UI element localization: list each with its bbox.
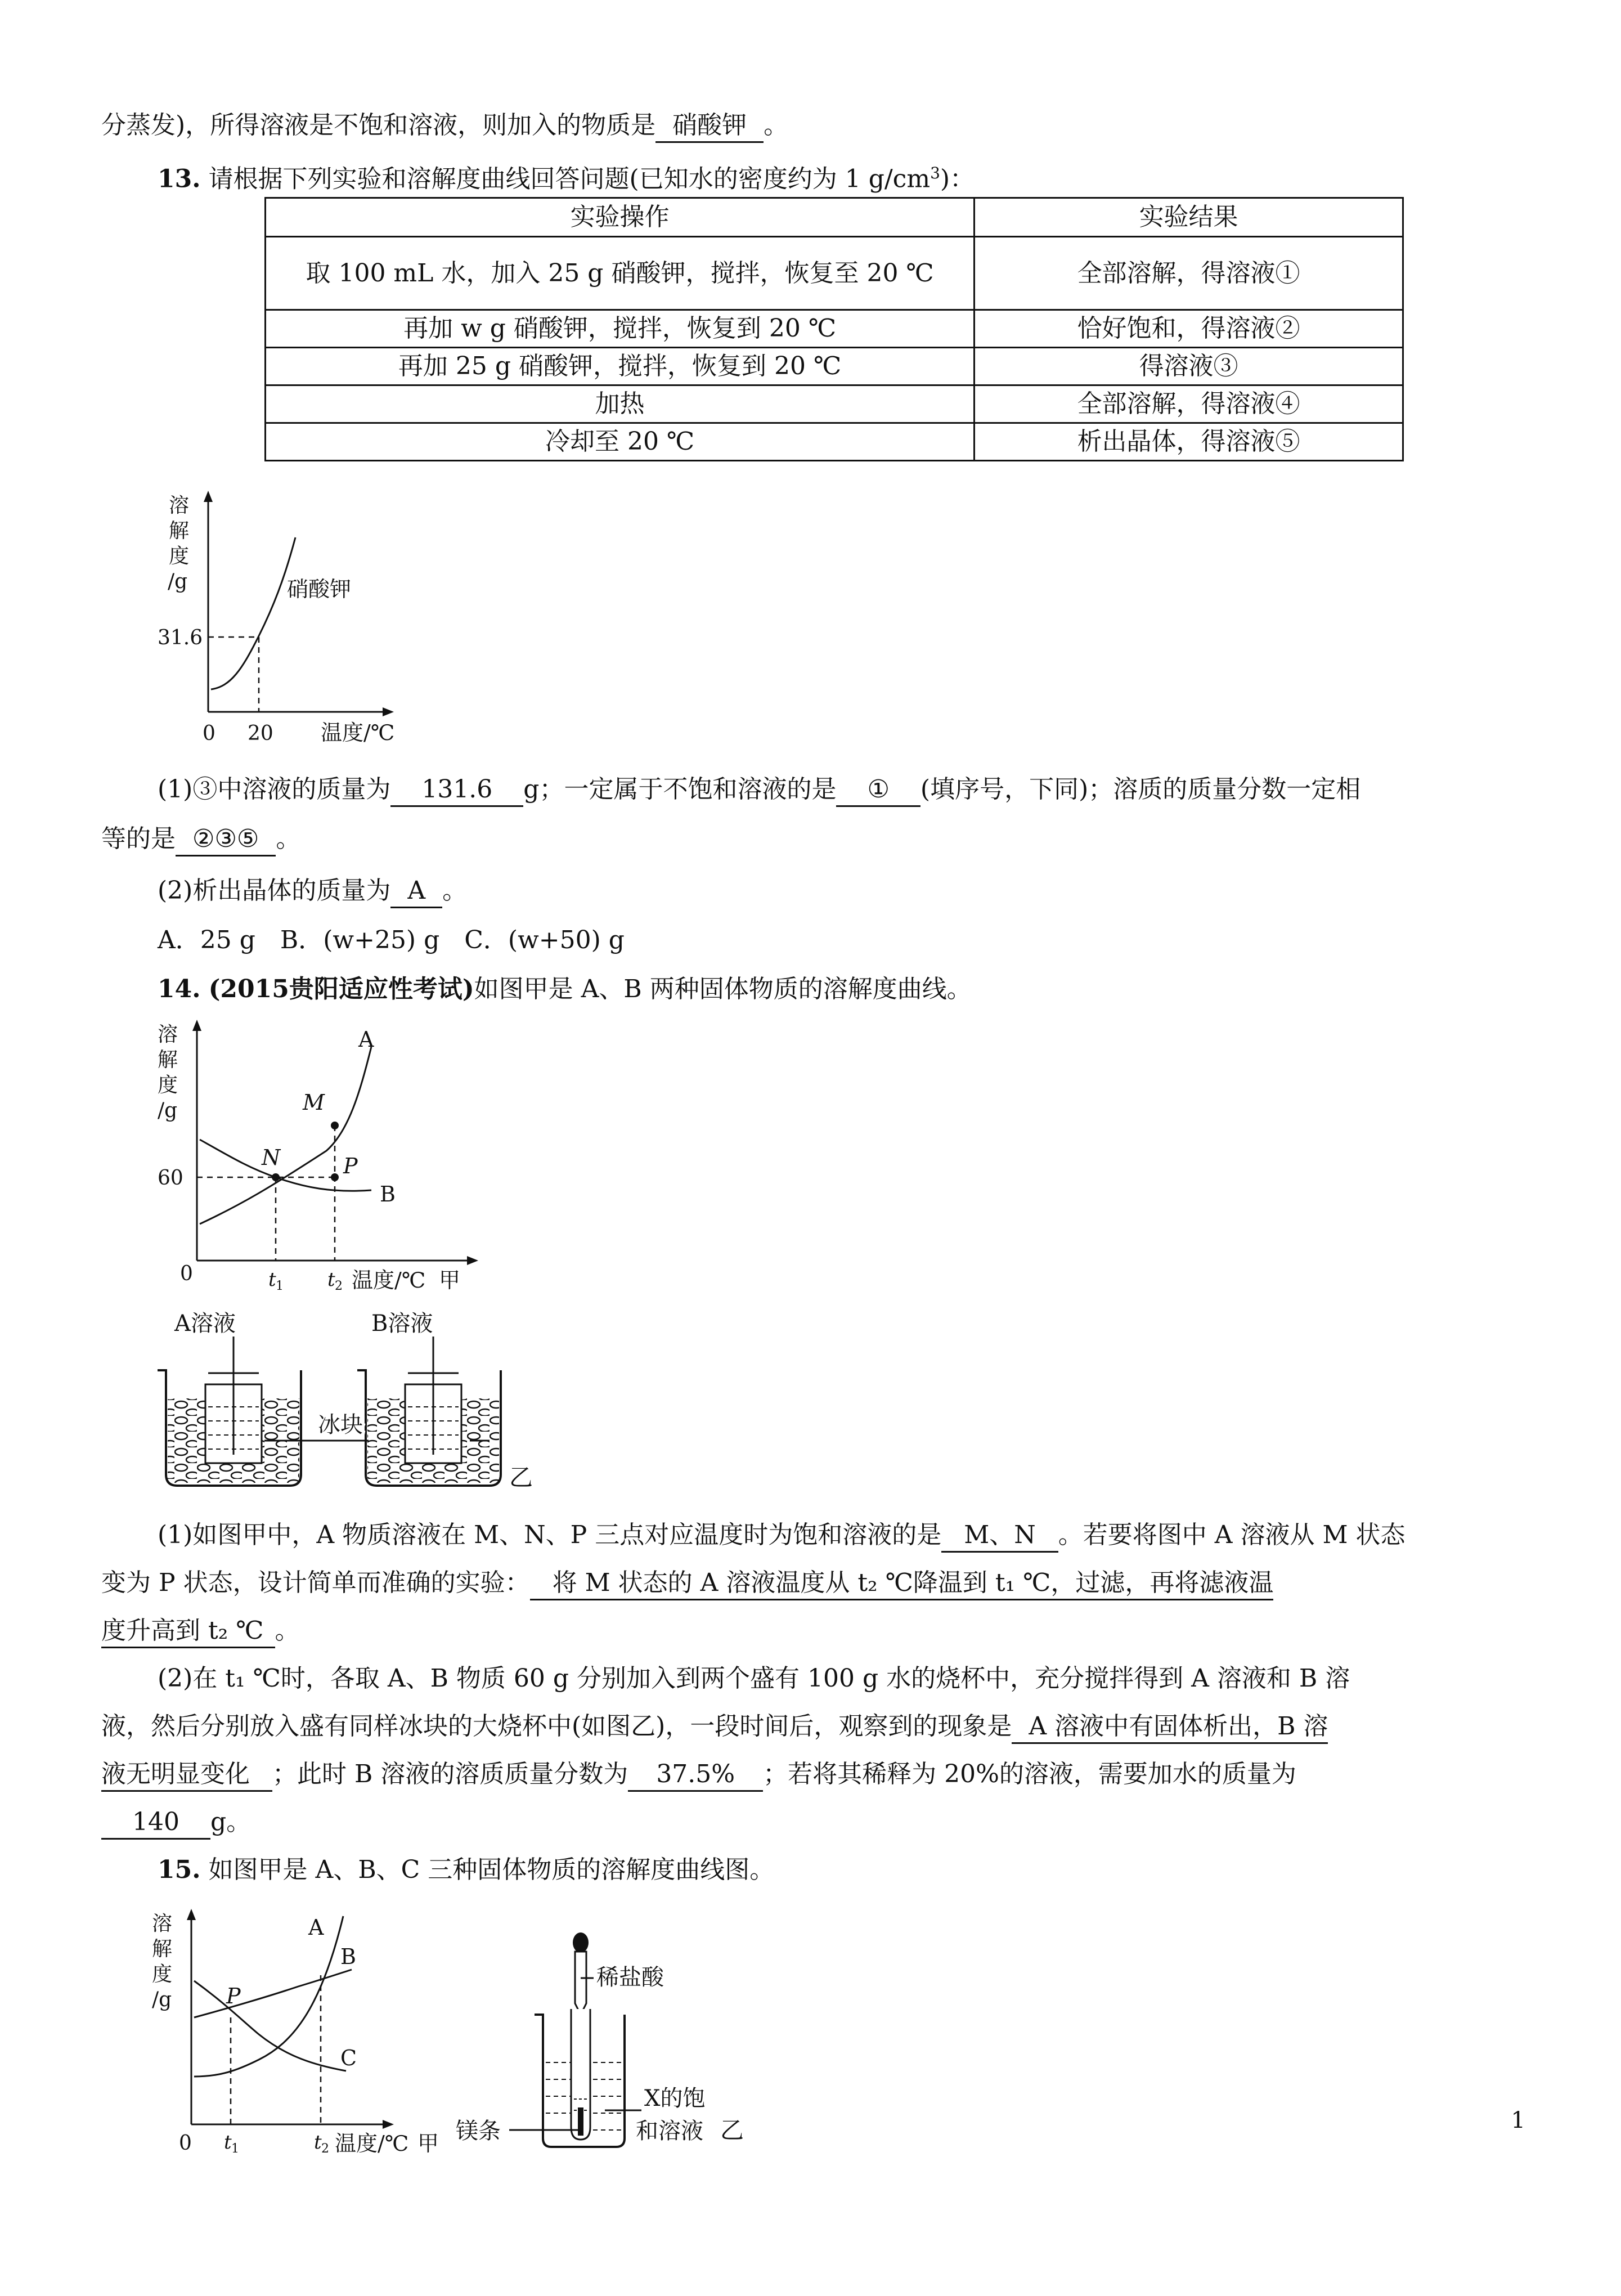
intro-suffix: 。 <box>764 111 789 140</box>
curve-label: 硝酸钾 <box>287 577 352 602</box>
t2-label: t <box>314 2131 322 2154</box>
q15-beaker-figure <box>456 1930 771 2167</box>
y-axis-label: /g <box>168 570 188 593</box>
point-n-label: N <box>262 1145 281 1170</box>
x-axis-arrow <box>467 1256 478 1265</box>
beaker-a <box>158 1337 301 1486</box>
curve-b <box>194 1970 352 2017</box>
figure-label: 乙 <box>509 1464 533 1491</box>
x-solution-label: 和溶液 <box>636 2118 703 2144</box>
q13-stem-sup: 3 <box>930 164 940 182</box>
q13-number: 13. <box>158 164 201 194</box>
origin-label: 0 <box>179 2132 192 2155</box>
x-axis-arrow <box>383 2120 394 2129</box>
q14-part2d <box>101 1806 251 1840</box>
q14-part2c <box>101 1759 1296 1792</box>
intro-line <box>101 110 788 143</box>
figure-label: 乙 <box>720 2116 744 2144</box>
y-axis-label: 度 <box>169 545 190 568</box>
t1-sub: 1 <box>231 2142 239 2156</box>
table-cell-operation: 再加 w g 硝酸钾，搅拌，恢复到 20 ℃ <box>266 310 975 348</box>
q14-part2b <box>101 1711 1328 1744</box>
experiment-table <box>264 197 1404 461</box>
q13-p1-text: g；一定属于不饱和溶液的是 <box>523 775 837 804</box>
x-axis-label: 温度/℃ <box>352 1268 426 1293</box>
q13-part1b <box>101 823 300 856</box>
q13-options: A．25 g B．(w+25) g C．(w+50) g <box>158 926 625 954</box>
table-row <box>266 310 1403 348</box>
q13-p2-text: (2)析出晶体的质量为 <box>158 876 391 905</box>
q15-number: 15. <box>158 1855 201 1884</box>
x-axis-label: 温度/℃ <box>335 2131 409 2156</box>
q13-p1b-text: 。 <box>276 824 301 853</box>
q13-part2 <box>158 875 467 908</box>
answer-blank: 37.5% <box>628 1759 763 1792</box>
table-cell-operation: 再加 25 g 硝酸钾，搅拌，恢复到 20 ℃ <box>266 348 975 385</box>
table-header-result: 实验结果 <box>975 198 1403 237</box>
q14-number: 14. <box>158 975 201 1003</box>
table-cell-result: 得溶液③ <box>975 348 1403 385</box>
q13-solubility-graph <box>158 490 439 748</box>
q14-part2 <box>158 1663 1350 1694</box>
point-m <box>331 1122 339 1129</box>
t1-label: t <box>224 2131 232 2154</box>
answer-blank: A <box>390 875 442 908</box>
curve-a-label: A <box>358 1027 374 1052</box>
curve-a-label: A <box>308 1915 324 1940</box>
y-axis-label: 度 <box>152 1963 173 1986</box>
q15-solubility-graph <box>152 1908 467 2155</box>
point-n <box>272 1173 280 1181</box>
y-axis-label: 溶 <box>169 494 190 517</box>
curve-c <box>194 1981 346 2071</box>
figure-label: 甲 <box>439 1268 461 1293</box>
x-axis-label: 温度/℃ <box>321 720 395 745</box>
table-cell-result: 全部溶解，得溶液① <box>975 237 1403 310</box>
answer-blank: 度升高到 t₂ ℃ <box>101 1615 275 1648</box>
y-axis-label: /g <box>158 1099 178 1122</box>
answer-blank: 硝酸钾 <box>655 110 764 143</box>
table-cell-result: 析出晶体，得溶液⑤ <box>975 423 1403 461</box>
answer-blank: 140 <box>101 1806 210 1840</box>
table-cell-operation: 取 100 mL 水，加入 25 g 硝酸钾，搅拌，恢复至 20 ℃ <box>266 237 975 310</box>
dropper-bulb <box>573 1932 589 1953</box>
beaker-a-label: A溶液 <box>174 1311 236 1337</box>
answer-blank: ②③⑤ <box>176 823 276 856</box>
q14-p1-text: 。若要将图中 A 溶液从 M 状态 <box>1058 1521 1406 1549</box>
q14-beakers-figure <box>152 1306 715 1508</box>
q14-p1b-text: 变为 P 状态，设计简单而准确的实验： <box>101 1568 530 1597</box>
point-p <box>331 1173 339 1181</box>
q14-p2d-text: g。 <box>210 1808 252 1836</box>
q14-p2c-text: ；此时 B 溶液的溶质质量分数为 <box>272 1760 628 1788</box>
ice-label: 冰块 <box>318 1412 363 1438</box>
curve-c-label: C <box>340 2046 357 2070</box>
q14-stem-text: 如图甲是 A、B 两种固体物质的溶解度曲线。 <box>474 975 972 1003</box>
table-row <box>266 237 1403 310</box>
answer-blank: 将 M 状态的 A 溶液温度从 t₂ ℃降温到 t₁ ℃，过滤，再将滤液温 <box>530 1567 1274 1600</box>
y-axis-arrow <box>187 1909 196 1920</box>
y-axis-label: 度 <box>158 1074 178 1097</box>
t1-sub: 1 <box>276 1279 284 1293</box>
q14-part1b <box>101 1567 1273 1600</box>
q15-stem-text: 如图甲是 A、B、C 三种固体物质的溶解度曲线图。 <box>208 1855 775 1884</box>
page-number: 1 <box>1511 2107 1525 2133</box>
x-axis-arrow <box>383 707 394 716</box>
q14-part1 <box>158 1519 1406 1553</box>
q14-p1c-text: 。 <box>275 1616 300 1645</box>
table-cell-result: 全部溶解，得溶液④ <box>975 385 1403 423</box>
q14-p2-text: (2)在 t₁ ℃时，各取 A、B 物质 60 g 分别加入到两个盛有 100 g 水的烧杯中，充分搅拌得到 A 溶液和 B 溶 <box>158 1664 1350 1693</box>
x-solution-label: X的饱 <box>644 2086 706 2111</box>
beaker-b <box>357 1337 501 1486</box>
point-p-label: P <box>226 1984 241 2008</box>
q13-part1 <box>158 774 1360 807</box>
y-tick-label: 31.6 <box>158 626 203 649</box>
table-cell-result: 恰好饱和，得溶液② <box>975 310 1403 348</box>
q14-p1-text: (1)如图甲中，A 物质溶液在 M、N、P 三点对应温度时为饱和溶液的是 <box>158 1521 942 1549</box>
y-axis-label: 溶 <box>158 1023 178 1046</box>
mg-label: 镁条 <box>456 2118 501 2144</box>
y-axis-label: 溶 <box>152 1912 173 1935</box>
q13-p1-text: (1)③中溶液的质量为 <box>158 775 391 804</box>
dropper <box>575 1952 586 2015</box>
acid-label: 稀盐酸 <box>596 1965 664 1990</box>
q13-stem <box>158 158 975 195</box>
intro-text: 分蒸发)，所得溶液是不饱和溶液，则加入的物质是 <box>101 111 656 140</box>
t2-sub: 2 <box>321 2142 329 2156</box>
table-header-row <box>266 198 1403 237</box>
answer-blank: 液无明显变化 <box>101 1759 272 1792</box>
t1-label: t <box>268 1268 276 1291</box>
q14-stem <box>158 974 972 1005</box>
answer-blank: A 溶液中有固体析出，B 溶 <box>1012 1711 1328 1744</box>
q13-stem-end: )： <box>940 164 975 194</box>
q13-p2-text: 。 <box>442 876 468 905</box>
table-row <box>266 423 1403 461</box>
curve-b-label: B <box>340 1944 356 1969</box>
t2-label: t <box>327 1268 335 1291</box>
magnesium-strip <box>578 2107 583 2136</box>
table-cell-operation: 冷却至 20 ℃ <box>266 423 975 461</box>
y-axis-arrow <box>192 1020 201 1031</box>
curve-b-label: B <box>380 1182 396 1207</box>
table-cell-operation: 加热 <box>266 385 975 423</box>
answer-blank: 131.6 <box>390 774 523 807</box>
table-header-operation: 实验操作 <box>266 198 975 237</box>
q14-solubility-graph <box>158 1019 506 1300</box>
curve-a <box>200 1047 371 1224</box>
origin-label: 0 <box>203 722 215 745</box>
figure-label: 甲 <box>417 2131 439 2156</box>
y-axis-label: 解 <box>152 1938 173 1961</box>
point-m-label: M <box>303 1090 325 1115</box>
y-axis-label: 解 <box>169 519 190 542</box>
q14-part1c <box>101 1615 300 1648</box>
q14-source: (2015贵阳适应性考试) <box>208 975 474 1003</box>
curve-kno3 <box>211 537 295 689</box>
answer-blank: ① <box>836 774 920 807</box>
beaker-b-label: B溶液 <box>371 1311 433 1337</box>
y-axis-label: /g <box>152 1988 172 2011</box>
q13-p1b-text: 等的是 <box>101 824 176 853</box>
table-row <box>266 348 1403 385</box>
q13-p1-text: (填序号，下同)；溶质的质量分数一定相 <box>920 775 1361 804</box>
point-p-label: P <box>343 1154 358 1178</box>
q14-p2b-text: 液，然后分别放入盛有同样冰块的大烧杯中(如图乙)，一段时间后，观察到的现象是 <box>101 1712 1012 1741</box>
answer-blank: M、N <box>941 1519 1058 1553</box>
x-tick-label: 20 <box>248 722 273 745</box>
q15-stem <box>158 1854 774 1886</box>
table-row <box>266 385 1403 423</box>
y-axis-label: 解 <box>158 1048 178 1071</box>
y-axis-arrow <box>204 491 213 502</box>
q13-stem-text: 请根据下列实验和溶解度曲线回答问题(已知水的密度约为 1 g/cm <box>208 164 931 194</box>
q14-p2c-text: ；若将其稀释为 20%的溶液，需要加水的质量为 <box>763 1760 1296 1788</box>
t2-sub: 2 <box>335 1279 343 1293</box>
y-tick-label: 60 <box>158 1167 183 1190</box>
origin-label: 0 <box>180 1262 193 1285</box>
